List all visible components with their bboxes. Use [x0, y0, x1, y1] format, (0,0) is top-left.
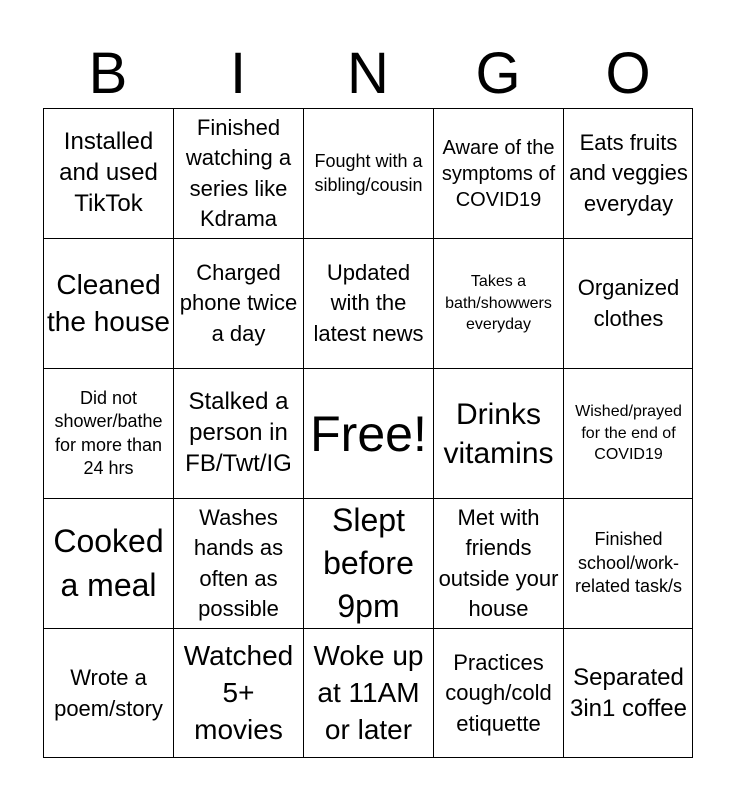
- cell-text: Wrote a poem/story: [54, 665, 163, 721]
- cell-text: Washes hands as often as possible: [193, 504, 284, 621]
- header-letter-o: O: [605, 41, 651, 106]
- bingo-cell[interactable]: [303, 498, 433, 628]
- cell-text: Separated 3in1 coffee: [570, 663, 687, 722]
- cell-text: Aware of the symptoms of COVID19: [441, 136, 556, 211]
- cell-text: Wished/prayed for the end of COVID19: [575, 403, 682, 464]
- cell-text: Woke up at 11AM or later: [313, 640, 424, 745]
- cell-text: Installed and used TikTok: [59, 128, 158, 217]
- bingo-cell[interactable]: [433, 108, 563, 238]
- bingo-cell[interactable]: [563, 368, 693, 498]
- cell-text: Practices cough/cold etiquette: [445, 649, 552, 736]
- cell-text: Cleaned the house: [47, 268, 170, 337]
- cell-text: Charged phone twice a day: [179, 259, 298, 346]
- cell-text: Takes a bath/showwers everyday: [445, 273, 552, 334]
- bingo-grid: [43, 108, 693, 758]
- bingo-cell-free[interactable]: [303, 368, 433, 498]
- bingo-cell[interactable]: [563, 238, 693, 368]
- bingo-cell[interactable]: [303, 628, 433, 758]
- bingo-cell[interactable]: [173, 108, 303, 238]
- bingo-cell[interactable]: [173, 628, 303, 758]
- bingo-cell[interactable]: [43, 368, 173, 498]
- cell-text: Updated with the latest news: [313, 259, 424, 346]
- free-space-text: Free!: [310, 405, 427, 462]
- bingo-header: [43, 40, 693, 108]
- bingo-cell[interactable]: [303, 108, 433, 238]
- bingo-cell[interactable]: [43, 238, 173, 368]
- cell-text: Cooked a meal: [53, 523, 164, 603]
- bingo-cell[interactable]: [563, 108, 693, 238]
- bingo-cell[interactable]: [173, 238, 303, 368]
- header-letter-b: B: [88, 41, 128, 106]
- bingo-cell[interactable]: [43, 108, 173, 238]
- header-letter-i: I: [229, 41, 247, 106]
- bingo-cell[interactable]: [43, 628, 173, 758]
- bingo-cell[interactable]: [433, 628, 563, 758]
- bingo-cell[interactable]: [173, 368, 303, 498]
- cell-text: Met with friends outside your house: [438, 504, 559, 621]
- cell-text: Did not shower/bathe for more than 24 hrs: [54, 387, 163, 478]
- header-letter-n: N: [347, 41, 389, 106]
- bingo-cell[interactable]: [563, 498, 693, 628]
- bingo-cell[interactable]: [563, 628, 693, 758]
- cell-text: Watched 5+ movies: [183, 640, 294, 745]
- bingo-cell[interactable]: [303, 238, 433, 368]
- cell-text: Organized clothes: [577, 275, 680, 331]
- cell-text: Finished watching a series like Kdrama: [185, 114, 292, 231]
- header-letter-g: G: [475, 41, 521, 106]
- bingo-cell[interactable]: [433, 238, 563, 368]
- bingo-cell[interactable]: [43, 498, 173, 628]
- bingo-cell[interactable]: [173, 498, 303, 628]
- cell-text: Stalked a person in FB/Twt/IG: [185, 388, 292, 477]
- cell-text: Eats fruits and veggies everyday: [569, 129, 688, 216]
- bingo-cell[interactable]: [433, 368, 563, 498]
- cell-text: Drinks vitamins: [443, 397, 554, 470]
- cell-text: Fought with a sibling/cousin: [314, 151, 423, 195]
- cell-text: Slept before 9pm: [323, 501, 414, 625]
- bingo-cell[interactable]: [433, 498, 563, 628]
- cell-text: Finished school/work-related task/s: [574, 529, 683, 597]
